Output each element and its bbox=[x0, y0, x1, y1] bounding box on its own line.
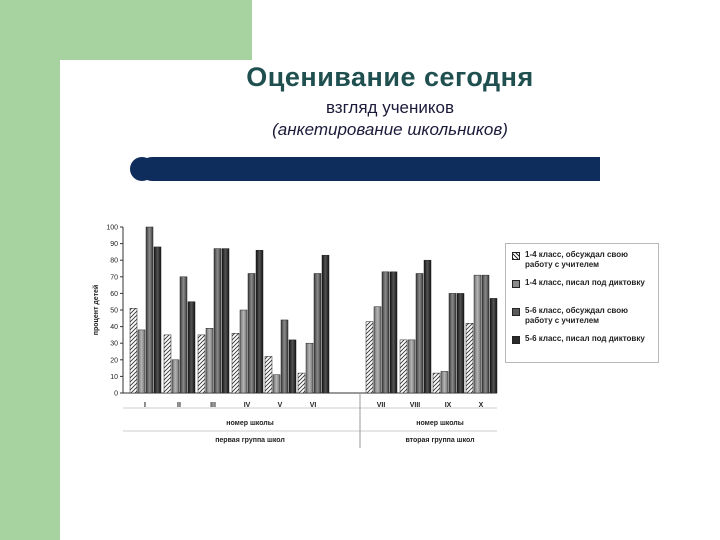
x-tick-label: I bbox=[144, 402, 146, 409]
bar-X-s1 bbox=[466, 323, 473, 393]
x-tick-label: IV bbox=[243, 402, 251, 409]
bar-VII-s4 bbox=[390, 272, 397, 393]
x-axis-label-group1: номер школы bbox=[226, 420, 274, 427]
chart-legend bbox=[505, 243, 659, 363]
bar-VIII-s3 bbox=[416, 273, 423, 393]
legend-label-2: 1-4 класс, писал под диктовку bbox=[525, 278, 645, 287]
bar-IX-s2 bbox=[441, 371, 448, 393]
bar-VII-s1 bbox=[366, 322, 373, 393]
bar-VII-s3 bbox=[382, 272, 389, 393]
bar-IV-s4 bbox=[256, 250, 263, 393]
y-tick-label: 100 bbox=[106, 224, 118, 232]
y-tick-label: 20 bbox=[110, 357, 118, 365]
x-tick-label: III bbox=[210, 402, 216, 409]
legend-label-4: 5-6 класс, писал под диктовку bbox=[525, 334, 645, 343]
bar-III-s1 bbox=[198, 335, 205, 393]
bar-VIII-s2 bbox=[408, 340, 415, 393]
slide-subtitle-2: (анкетирование школьников) bbox=[272, 120, 508, 139]
legend-swatch-3 bbox=[512, 308, 520, 316]
bar-VIII-s1 bbox=[400, 340, 407, 393]
y-tick-label: 40 bbox=[110, 324, 118, 332]
x-tick-label: X bbox=[478, 402, 484, 409]
y-tick-label: 90 bbox=[110, 241, 118, 249]
slide-subtitle: взгляд учеников bbox=[325, 98, 455, 117]
bar-IV-s1 bbox=[232, 333, 239, 393]
x-tick-label: VII bbox=[376, 402, 386, 409]
y-tick-label: 50 bbox=[110, 307, 118, 315]
bar-II-s3 bbox=[180, 277, 187, 393]
y-tick-label: 70 bbox=[110, 274, 118, 282]
group1-label: первая группа школ bbox=[215, 437, 285, 444]
bar-VIII-s4 bbox=[424, 260, 431, 393]
legend-label-1: 1-4 класс, обсуждал свою работу с учителем bbox=[525, 250, 628, 269]
x-tick-label: VIII bbox=[409, 402, 421, 409]
bar-V-s1 bbox=[265, 356, 272, 393]
bar-II-s2 bbox=[172, 360, 179, 393]
bar-VII-s2 bbox=[374, 307, 381, 393]
bar-VI-s3 bbox=[314, 273, 321, 393]
bar-IV-s3 bbox=[248, 273, 255, 393]
bar-X-s4 bbox=[490, 298, 497, 393]
legend-swatch-1 bbox=[512, 252, 520, 260]
bar-I-s3 bbox=[146, 227, 153, 393]
bar-VI-s1 bbox=[298, 373, 305, 393]
bar-I-s4 bbox=[154, 247, 161, 393]
bar-III-s2 bbox=[206, 328, 213, 393]
bar-II-s4 bbox=[188, 302, 195, 393]
bar-III-s4 bbox=[222, 249, 229, 393]
y-tick-label: 0 bbox=[114, 390, 118, 398]
bar-X-s2 bbox=[474, 275, 481, 393]
x-tick-label: V bbox=[277, 402, 283, 409]
x-tick-label: IX bbox=[444, 402, 452, 409]
bar-V-s2 bbox=[273, 375, 280, 393]
x-tick-label: II bbox=[177, 402, 181, 409]
slide-title: Оценивание сегодня bbox=[246, 62, 534, 92]
y-tick-label: 80 bbox=[110, 257, 118, 265]
y-tick-label: 10 bbox=[110, 373, 118, 381]
bar-I-s1 bbox=[130, 308, 137, 393]
x-tick-label: VI bbox=[309, 402, 317, 409]
bar-V-s3 bbox=[281, 320, 288, 393]
legend-label-3: 5-6 класс, обсуждал свою работу с учителем bbox=[525, 306, 628, 325]
y-tick-label: 30 bbox=[110, 340, 118, 348]
bar-IX-s3 bbox=[449, 293, 456, 393]
bar-V-s4 bbox=[289, 340, 296, 393]
bar-VI-s2 bbox=[306, 343, 313, 393]
bar-I-s2 bbox=[138, 330, 145, 393]
bar-II-s1 bbox=[164, 335, 171, 393]
legend-swatch-2 bbox=[512, 280, 520, 288]
group2-label: вторая группа школ bbox=[405, 437, 475, 444]
bar-III-s3 bbox=[214, 249, 221, 393]
bar-X-s3 bbox=[482, 275, 489, 393]
bar-IV-s2 bbox=[240, 310, 247, 393]
bar-IX-s4 bbox=[457, 293, 464, 393]
legend-swatch-4 bbox=[512, 336, 520, 344]
x-axis-label-group2: номер школы bbox=[416, 420, 464, 427]
y-axis-title: процент детей bbox=[93, 284, 100, 336]
bar-VI-s4 bbox=[322, 255, 329, 393]
y-tick-label: 60 bbox=[110, 290, 118, 298]
bar-IX-s1 bbox=[433, 373, 440, 393]
